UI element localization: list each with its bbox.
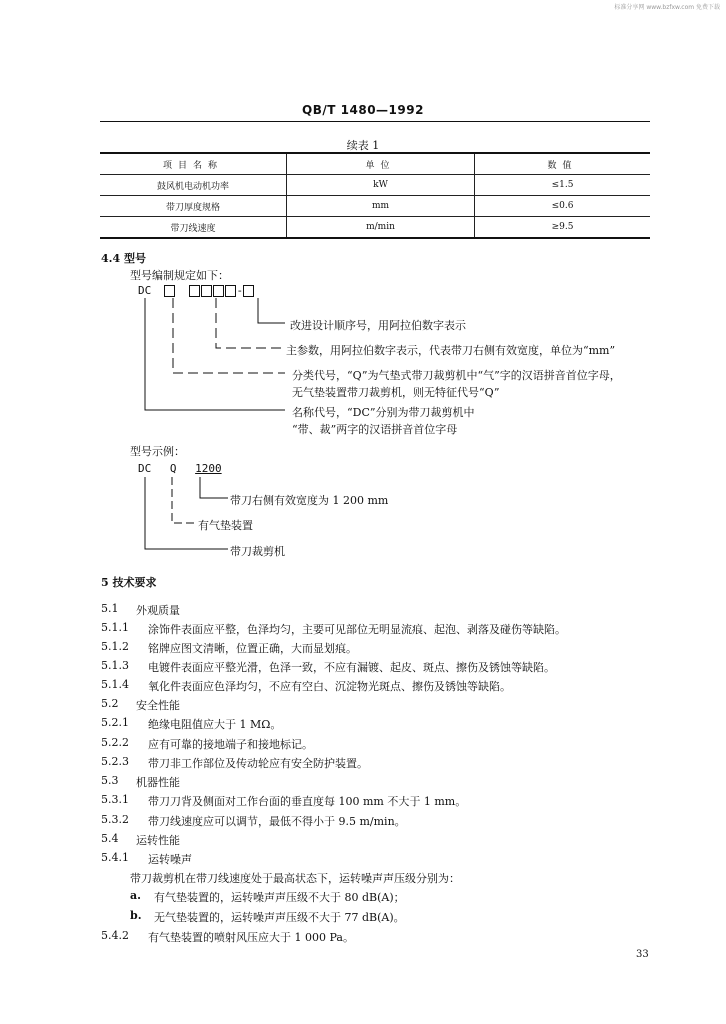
section-5-heading: 5 技术要求 [101, 576, 157, 589]
leader-line [173, 298, 285, 373]
clause-num: 5.4.2 [101, 929, 129, 942]
clause-text: 安全性能 [136, 699, 180, 712]
clause-num: 5.1.4 [101, 678, 129, 691]
clause-num: 5.1.1 [101, 621, 129, 634]
example-code [138, 462, 222, 475]
clause-num: 5.1.2 [101, 640, 129, 653]
table-cell: m/min [287, 217, 475, 239]
table-cell: mm [287, 196, 475, 217]
model-code-diagram: DC - [138, 284, 255, 297]
clause-num: 5.1.3 [101, 659, 129, 672]
table-cell: kW [287, 175, 475, 196]
model-rule-intro: 型号编制规定如下： [130, 269, 229, 282]
list-item: 无气垫装置的，运转噪声声压级不大于 77 dB(A)。 [154, 911, 405, 924]
section-4-4-heading: 4.4 型号 [101, 252, 146, 265]
example-code-class: Q [169, 462, 177, 475]
noise-intro: 带刀裁剪机在带刀线速度处于最高状态下，运转噪声声压级分别为： [130, 872, 460, 885]
table-cell: ≥9.5 [475, 217, 651, 239]
table-cell: ≤1.5 [475, 175, 651, 196]
clause-text: 带刀非工作部位及传动轮应有安全防护装置。 [148, 757, 368, 770]
clause-text: 铭牌应图文清晰，位置正确，大而显划痕。 [148, 642, 357, 655]
clause-text: 带刀线速度应可以调节，最低不得小于 9.5 m/min。 [148, 815, 406, 828]
standard-number: QB/T 1480—1992 [302, 103, 424, 117]
leader-line [145, 477, 228, 549]
table-cell: 鼓风机电动机功率 [100, 175, 287, 196]
leader-line [258, 298, 285, 323]
example-width: 带刀右侧有效宽度为 1 200 mm [230, 494, 389, 507]
example-code-prefix: DC [138, 462, 152, 475]
explanation-name-code: 名称代号，“DC”分别为带刀裁剪机中 [292, 406, 475, 419]
clause-text: 涂饰件表面应平整，色泽均匀，主要可见部位无明显流痕、起泡、剥落及碰伤等缺陷。 [148, 623, 566, 636]
table-cell: 带刀厚度规格 [100, 196, 287, 217]
clause-text: 电镀件表面应平整光滑，色泽一致，不应有漏镀、起皮、斑点、擦伤及锈蚀等缺陷。 [148, 661, 555, 674]
clause-num: 5.2 [101, 697, 119, 710]
example-code-param: 1200 [195, 462, 222, 475]
clause-num: 5.1 [101, 602, 119, 615]
explanation-main-param: 主参数，用阿拉伯数字表示，代表带刀右侧有效宽度，单位为“mm” [286, 344, 616, 357]
table-header: 单位 [287, 153, 475, 175]
explanation-name-code-2: “带、裁”两字的汉语拼音首位字母 [292, 423, 458, 436]
clause-text: 外观质量 [136, 604, 180, 617]
explanation-class-code: 分类代号，“Q”为气垫式带刀裁剪机中“气”字的汉语拼音首位字母， [292, 369, 621, 382]
clause-num: 5.4.1 [101, 851, 129, 864]
clause-text: 应有可靠的接地端子和接地标记。 [148, 738, 313, 751]
clause-num: 5.3 [101, 774, 119, 787]
clause-text: 机器性能 [136, 776, 180, 789]
table-cell: 带刀线速度 [100, 217, 287, 239]
page-number: 33 [636, 949, 649, 960]
clause-text: 氧化件表面应色泽均匀，不应有空白、沉淀物光斑点、擦伤及锈蚀等缺陷。 [148, 680, 511, 693]
clause-num: 5.3.1 [101, 793, 129, 806]
clause-text: 带刀刀背及侧面对工作台面的垂直度每 100 mm 不大于 1 mm。 [148, 795, 467, 808]
clause-num: 5.2.2 [101, 736, 129, 749]
example-name: 带刀裁剪机 [230, 545, 285, 558]
table-caption: 续表 1 [346, 139, 380, 152]
leader-line [145, 298, 285, 410]
clause-text: 运转噪声 [148, 853, 192, 866]
watermark: 标准分享网 www.bzfxw.com 免费下载 [614, 4, 720, 11]
clause-num: 5.2.1 [101, 716, 129, 729]
leader-line [172, 477, 196, 523]
example-air-cushion: 有气垫装置 [198, 519, 253, 532]
table-header: 项目名称 [100, 153, 287, 175]
list-label: a. [130, 889, 141, 902]
clause-num: 5.2.3 [101, 755, 129, 768]
explanation-serial: 改进设计顺序号，用阿拉伯数字表示 [290, 319, 466, 332]
clause-text: 绝缘电阻值应大于 1 MΩ。 [148, 718, 282, 731]
leader-line [200, 477, 228, 498]
explanation-class-code-2: 无气垫装置带刀裁剪机，则无特征代号“Q” [292, 386, 500, 399]
example-intro: 型号示例： [130, 445, 185, 458]
model-code-prefix: DC [138, 284, 152, 297]
clause-num: 5.4 [101, 832, 119, 845]
table-cell: ≤0.6 [475, 196, 651, 217]
clause-text: 有气垫装置的喷射风压应大于 1 000 Pa。 [148, 931, 354, 944]
table-header: 数值 [475, 153, 651, 175]
clause-num: 5.3.2 [101, 813, 129, 826]
list-label: b. [130, 909, 142, 922]
clause-text: 运转性能 [136, 834, 180, 847]
list-item: 有气垫装置的，运转噪声声压级不大于 80 dB(A)； [154, 891, 405, 904]
